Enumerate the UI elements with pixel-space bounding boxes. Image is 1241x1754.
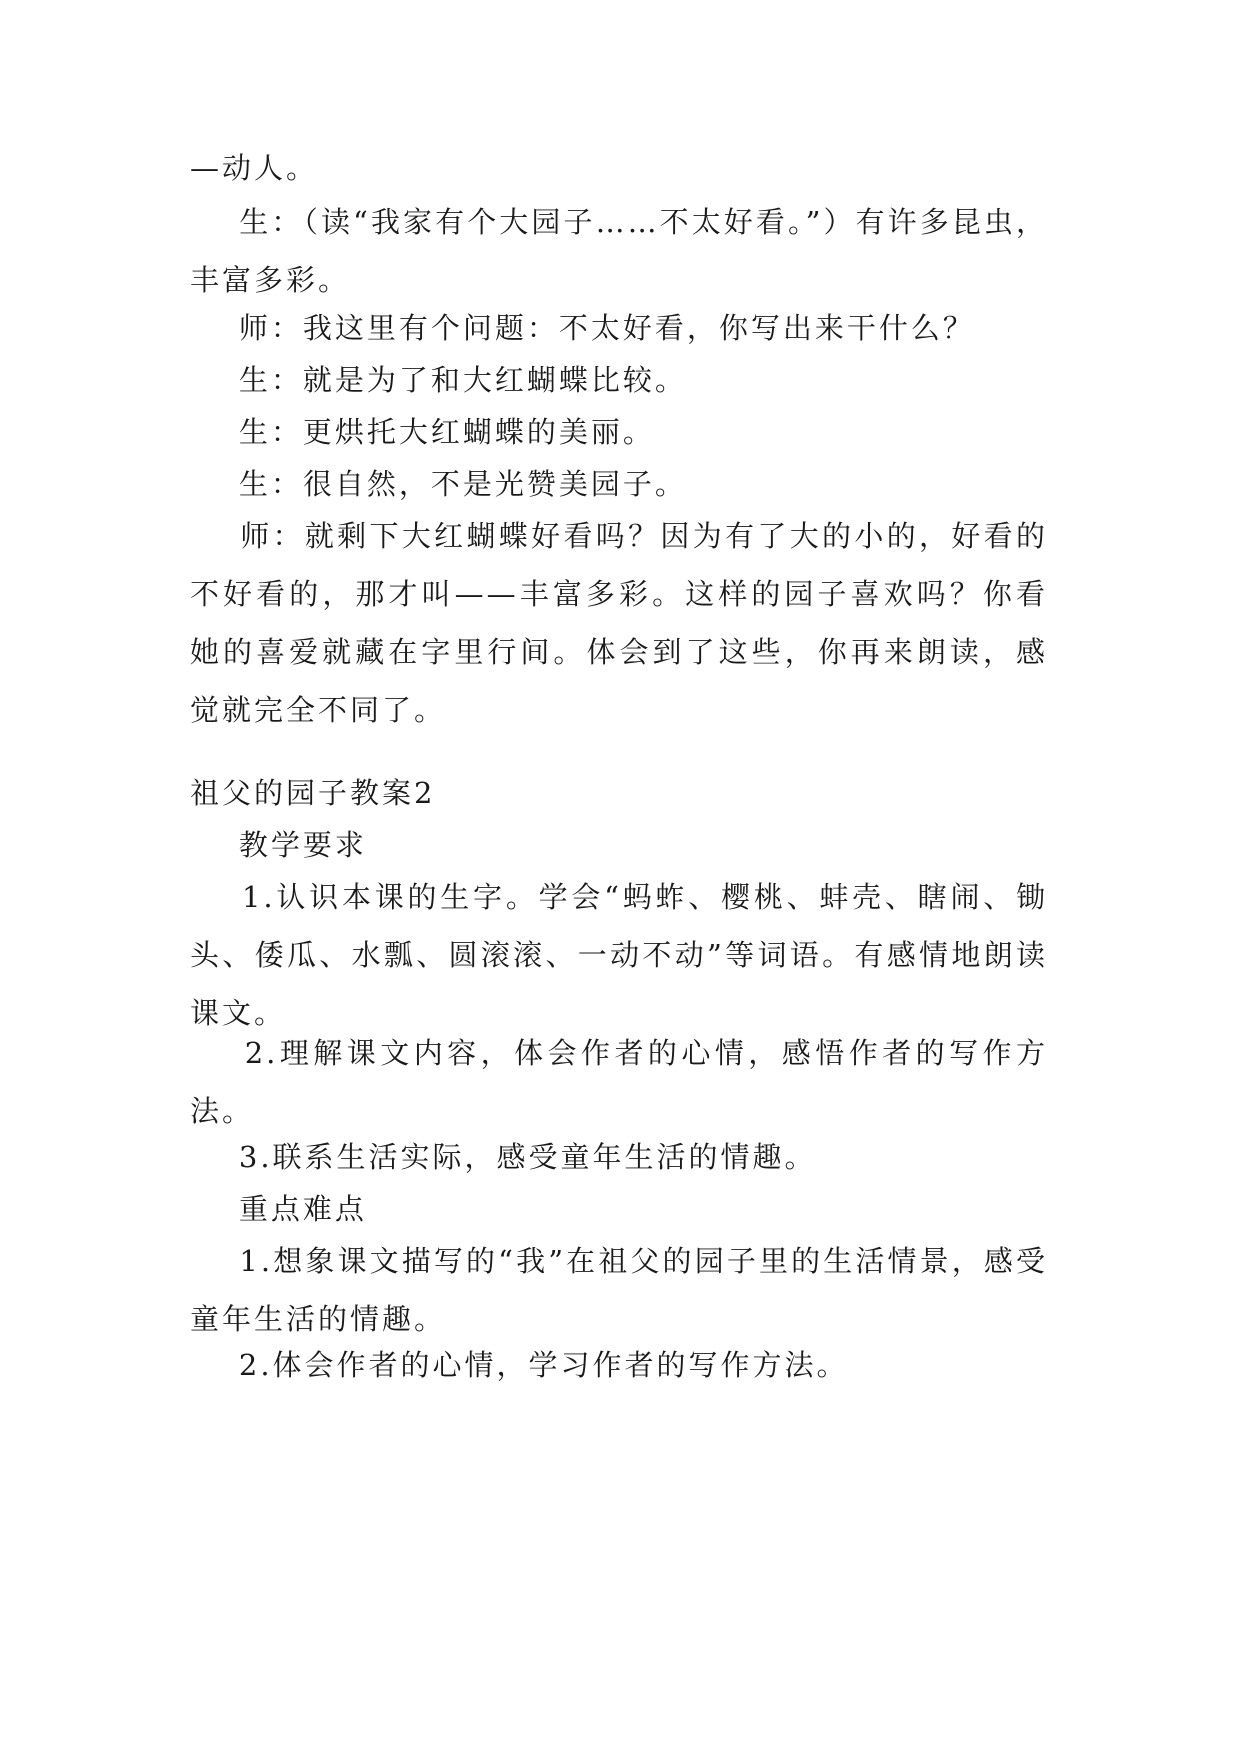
paragraph-student-answer-1: 生：就是为了和大红蝴蝶比较。 <box>190 363 687 397</box>
paragraph-student-answer-2: 生：更烘托大红蝴蝶的美丽。 <box>190 415 655 449</box>
requirement-item-2: 2.理解课文内容，体会作者的心情，感悟作者的写作方法。 <box>190 1036 1048 1128</box>
paragraph-student-answer-3: 生：很自然，不是光赞美园子。 <box>190 467 687 501</box>
paragraph-continuation: —动人。 <box>190 151 319 185</box>
key-point-item-1: 1.想象课文描写的“我”在祖父的园子里的生活情景，感受童年生活的情趣。 <box>190 1244 1049 1336</box>
heading-key-points: 重点难点 <box>190 1192 367 1226</box>
section-title: 祖父的园子教案2 <box>190 776 436 810</box>
paragraph-teacher-summary: 师：就剩下大红蝴蝶好看吗？因为有了大的小的，好看的不好看的，那才叫——丰富多彩。这样的园子喜欢吗？你看她的喜爱就藏在字里行间。体会到了这些，你再来朗读，感觉就完全不同了。 <box>190 519 1048 727</box>
requirement-item-3: 3.联系生活实际，感受童年生活的情趣。 <box>190 1140 817 1174</box>
paragraph-student-reading: 生：（读“我家有个大园子……不太好看。”）有许多昆虫，丰富多彩。 <box>190 205 1048 297</box>
requirement-item-1: 1.认识本课的生字。学会“蚂蚱、樱桃、蚌壳、瞎闹、锄头、倭瓜、水瓢、圆滚滚、一动不动”等词语。有感情地朗读课文。 <box>190 880 1049 1030</box>
heading-teaching-requirements: 教学要求 <box>190 828 367 862</box>
key-point-item-2: 2.体会作者的心情，学习作者的写作方法。 <box>190 1348 849 1382</box>
paragraph-teacher-question: 师：我这里有个问题：不太好看，你写出来干什么？ <box>190 311 975 345</box>
